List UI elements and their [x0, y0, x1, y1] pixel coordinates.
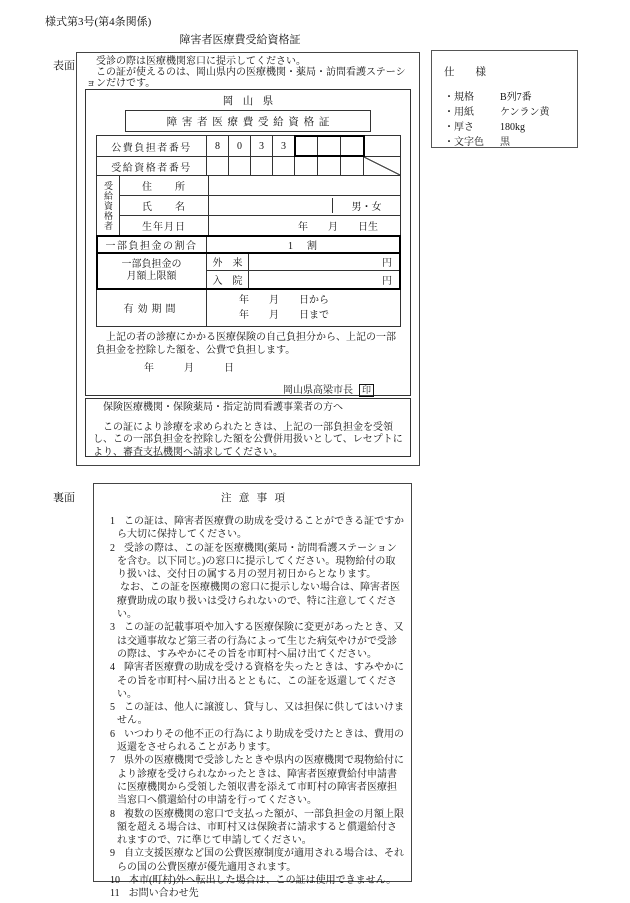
note-item: [102, 754, 404, 807]
birthdate-label: 生年月日: [120, 216, 209, 235]
back-side-label: 裏面: [53, 492, 75, 504]
provider-notice: [85, 398, 411, 457]
outpatient-row: [207, 253, 400, 271]
outpatient-label: 外 来: [207, 253, 249, 270]
recipient-digit-5: [295, 157, 318, 175]
specs-row: [444, 105, 577, 120]
note-text: 本市(町村)外へ転出した場合は、この証は使用できません。: [129, 875, 397, 887]
spec-value: B列7番: [500, 92, 532, 103]
name-value: [209, 196, 400, 215]
recipient-number-row: [97, 157, 400, 176]
valid-period-row: [97, 289, 400, 326]
provider-notice-body: この証により診療を求められたときは、上記の一部負担金を受領し、この一部負担金を控除した額を公費併用扱いとして、レセプトにより、審査支払機関へ請求してください。: [93, 421, 403, 458]
valid-to: 年 月 日まで: [239, 309, 329, 321]
issue-date-line: 年 月 日: [144, 363, 234, 374]
payer-number-row: [97, 136, 400, 157]
certificate-table: [96, 135, 401, 327]
note-number: 1: [110, 516, 115, 527]
note-item: [102, 701, 404, 728]
birthdate-value: 年 月 日生: [298, 222, 378, 233]
note-number: 3: [110, 622, 115, 634]
specs-row: [444, 90, 577, 105]
name-row: [120, 196, 400, 216]
recipient-number-label: 受給資格者番号: [97, 157, 207, 175]
note-text: 受診の際は、この証を医療機関(薬局・訪問看護ステーションを含む。以下同じ。)の窓口に提示してください。現物給付の取り扱いは、交付日の属する月の翌月初日からとなります。: [117, 542, 397, 581]
copay-cap-rows: [97, 253, 400, 289]
note-text: 自立支援医療など国の公費医療制度が適用される場合は、それらの国の公費医療が優先適用されます。: [117, 848, 404, 873]
front-side-panel: [76, 52, 420, 466]
address-label: 住 所: [120, 176, 209, 195]
recipient-digit-7: [341, 157, 364, 175]
note-text: お問い合わせ先: [128, 888, 199, 900]
note-item: [102, 808, 404, 848]
note-text: 複数の医療機関の窓口で支払った額が、一部負担金の月額上限額を超える場合は、市町村又は保険者に請求すると償還給付されますので、7に準じて申請してください。: [117, 808, 404, 847]
name-label: 氏 名: [120, 196, 209, 215]
recipient-digit-3: [251, 157, 273, 175]
spec-label: ・厚さ: [444, 122, 474, 133]
yen-unit: 円: [382, 258, 392, 269]
note-item: [102, 661, 404, 701]
note-text: この証の記載事項や加入する医療保険に変更があったとき、又は交通事故など第三者の行為によって生じた病気やけがで受診の際は、すみやかにその旨を市町村へ届け出てください。: [117, 622, 404, 660]
payer-number-label: 公費負担者番号: [97, 136, 207, 156]
specs-row: [444, 135, 577, 150]
recipient-info-rows: [97, 176, 400, 236]
copay-cap-label-line2: 月額上限額: [126, 270, 177, 282]
copay-cap-label: [97, 253, 207, 288]
note-text: この証は、他人に譲渡し、貸与し、又は担保に供してはいけません。: [117, 702, 404, 727]
sex-options: 男・女: [332, 198, 400, 213]
note-number: 10: [110, 875, 120, 887]
inpatient-row: [207, 271, 400, 288]
instruction-line-2: この証が使えるのは、岡山県内の医療機関・薬局・訪問看護ステーションだけです。: [86, 67, 406, 89]
recipient-digit-4: [273, 157, 295, 175]
certificate: [85, 89, 411, 396]
note-text: この証は、障害者医療費の助成を受けることができる証ですから大切に保持してください。: [117, 516, 404, 541]
note-text: いつわりその他不正の行為により助成を受けたときは、費用の返還をさせられることがあります。: [117, 728, 404, 754]
front-instructions: [77, 53, 419, 89]
diagonal-strike-cell: [364, 157, 400, 175]
payer-digit-7: [341, 136, 364, 156]
notes-list: [102, 515, 404, 901]
valid-period-value: [207, 289, 400, 326]
payer-digit-entry-cells: [295, 136, 364, 156]
note-number: 4: [110, 662, 115, 674]
provider-notice-heading: 保険医療機関・保険薬局・指定訪問看護事業者の方へ: [103, 402, 343, 413]
page-title: 障害者医療費受給資格証: [179, 34, 301, 46]
payer-digit-2: 0: [229, 136, 251, 156]
seal-mark: 印: [359, 384, 374, 397]
note-item: [102, 847, 404, 874]
inpatient-label: 入 院: [207, 271, 249, 288]
issuer-line: [86, 381, 410, 397]
specs-row: [444, 120, 577, 135]
spec-label: ・用紙: [444, 107, 474, 118]
notes-heading: 注意事項: [220, 493, 293, 504]
note-number: 5: [110, 702, 115, 714]
note-item: [102, 728, 404, 755]
copay-rate-label: 一部負担金の割合: [97, 236, 207, 252]
valid-from: 年 月 日から: [239, 294, 329, 306]
copay-cap-label-line1: 一部負担金の: [121, 258, 182, 270]
instruction-line-1: 受診の際は医療機関窓口に提示してください。: [96, 56, 306, 67]
address-value: [209, 176, 400, 195]
back-side-panel: [93, 483, 412, 900]
spec-value: 黒: [500, 137, 510, 148]
note-item: [102, 621, 404, 661]
front-side-label: 表面: [53, 60, 75, 72]
copay-rate-value: 1 割: [288, 240, 319, 252]
recipient-digit-1: [207, 157, 229, 175]
declaration-text: 上記の者の診療にかかる医療保険の自己負担分から、上記の一部負担金を控除した額を、公費で負担します。: [96, 332, 396, 356]
note-number: 6: [110, 728, 115, 740]
spec-label: ・文字色: [444, 137, 484, 148]
note-item: [102, 887, 404, 900]
note-item: [102, 542, 404, 622]
note-text: 障害者医療費の助成を受ける資格を失ったときは、すみやかにその旨を市町村へ届け出るとともに、この証を返還してください。: [117, 662, 404, 700]
spec-value: ケンラン黄: [500, 107, 550, 118]
note-number: 9: [110, 848, 115, 860]
issuer-name: 岡山県高梁市長: [282, 385, 353, 396]
payer-digit-6: [318, 136, 341, 156]
spec-value: 180kg: [500, 122, 525, 133]
form-number: 様式第3号(第4条関係): [45, 16, 152, 28]
address-row: [120, 176, 400, 196]
note-number: 2: [110, 542, 115, 554]
payer-row-blank: [364, 136, 400, 156]
payer-digit-4: 3: [273, 136, 295, 156]
recipient-digit-2: [229, 157, 251, 175]
certificate-title: 障害者医療費受給資格証: [125, 110, 371, 132]
valid-period-label: 有効期間: [97, 289, 207, 326]
spec-label: ・規格: [444, 92, 474, 103]
inpatient-amount: [249, 271, 400, 288]
note-number: 7: [110, 755, 115, 767]
payer-digit-1: 8: [207, 136, 229, 156]
prefecture-name: 岡山県: [222, 96, 283, 107]
note-subtext: なお、この証を医療機関の窓口に提示しない場合は、障害者医療費助成の取り扱いは受けられないので、特に注意してください。: [117, 582, 400, 621]
copay-rate-row: [97, 236, 400, 253]
yen-unit: 円: [382, 276, 392, 287]
birthdate-row: [120, 216, 400, 235]
note-item: [102, 874, 404, 887]
note-number: 11: [110, 888, 120, 900]
note-number: 8: [110, 808, 115, 820]
note-item: [102, 515, 404, 542]
recipient-digit-6: [318, 157, 341, 175]
payer-digit-5: [295, 136, 318, 156]
specs-list: [444, 90, 577, 150]
outpatient-amount: [249, 253, 400, 270]
specs-panel: [431, 50, 578, 148]
specs-title: 仕 様: [444, 67, 492, 78]
payer-digit-3: 3: [251, 136, 273, 156]
note-text: 県外の医療機関で受診したときや県内の医療機関で現物給付により診療を受けられなかったときは、障害者医療費給付申請書に医療機関から受領した領収書を添えて市町村の障害者医療担当窓口へ償還給付の申請を行ってください。: [117, 755, 404, 807]
recipient-side-label: 受給資格者: [97, 176, 120, 235]
